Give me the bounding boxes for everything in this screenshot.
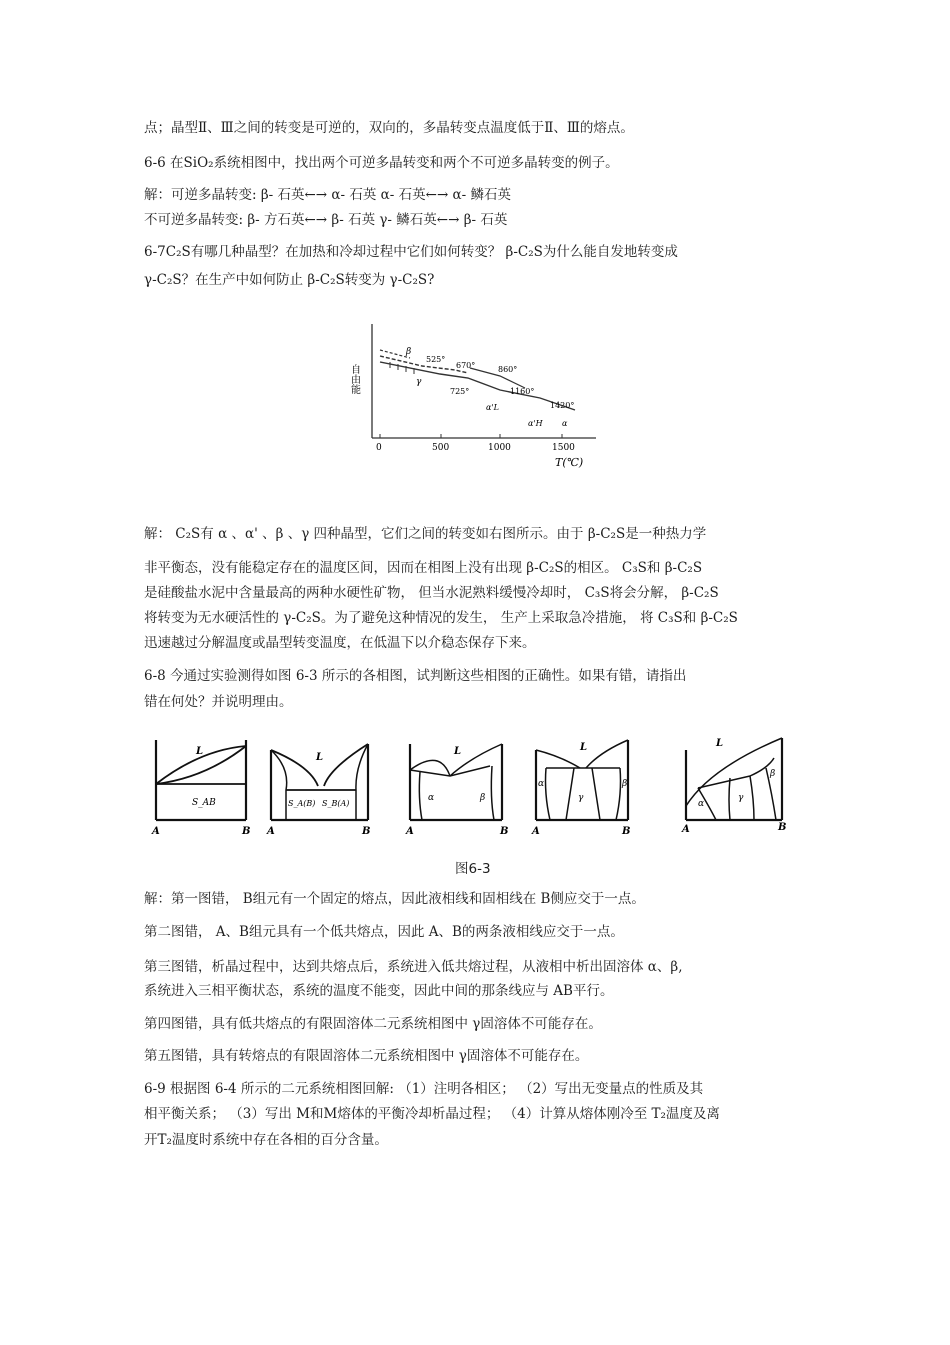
d3-label-L: L — [454, 746, 462, 757]
question-6-9: 6-9 根据图 6-4 所示的二元系统相图回解: （1）注明各相区； （2）写出无变量点的性质及其 — [144, 1081, 704, 1097]
d3-label-A: A — [406, 826, 414, 837]
diagram-3 — [405, 744, 508, 837]
d5-label-B: B — [778, 822, 787, 833]
d5-label-alpha: α — [698, 799, 705, 809]
tick-0: 0 — [376, 443, 382, 453]
x-axis-label: T(℃) — [555, 456, 584, 469]
d3-label-alpha: α — [428, 793, 435, 803]
diagram-2 — [266, 744, 370, 837]
d5-label-A: A — [682, 824, 690, 835]
d3-label-B: B — [500, 826, 509, 837]
answer-6-7-line2: 非平衡态，没有能稳定存在的温度区间，因而在相图上没有出现 β-C₂S的相区。 C₃S和 β-C₂S — [144, 560, 703, 576]
answer-6-8-fig5: 第五图错，具有转熔点的有限固溶体二元系统相图中 γ固溶体不可能存在。 — [144, 1048, 589, 1064]
answer-6-7-line1: 解： C₂S有 α 、α' 、β 、γ 四种晶型，它们之间的转变如右图所示。由于 β-C₂S是一种热力学 — [144, 526, 707, 542]
phase-alpha: α — [562, 419, 568, 428]
question-6-6: 6-6 在SiO₂系统相图中，找出两个可逆多晶转变和两个不可逆多晶转变的例子。 — [144, 155, 619, 171]
d4-label-L: L — [580, 742, 588, 753]
tick-500: 500 — [432, 443, 450, 453]
d2-label-A: A — [267, 826, 275, 837]
answer-6-7-line5: 迅速越过分解温度或晶型转变温度，在低温下以介稳态保存下来。 — [144, 635, 536, 651]
d5-label-gamma: γ — [738, 793, 744, 803]
figure-caption: 图6-3 — [455, 861, 491, 877]
answer-6-6-reversible: 解：可逆多晶转变: β- 石英←→ α- 石英 α- 石英←→ α- 鳞石英 — [144, 187, 512, 203]
figure-6-3 — [150, 728, 800, 838]
answer-6-8-fig4: 第四图错，具有低共熔点的有限固溶体二元系统相图中 γ固溶体不可能存在。 — [144, 1016, 602, 1032]
temp-670: 670° — [456, 361, 476, 370]
d1-label-S: S_AB — [192, 798, 216, 808]
temp-725: 725° — [450, 387, 470, 396]
d5-label-L: L — [716, 738, 724, 749]
temp-1160: 1160° — [510, 387, 535, 396]
d5-label-beta: β — [770, 769, 776, 779]
d2-label-B: B — [362, 826, 371, 837]
phase-gamma: γ — [416, 377, 422, 387]
temp-860: 860° — [498, 365, 518, 374]
answer-6-7-line4: 将转变为无水硬活性的 γ-C₂S。为了避免这种情况的发生， 生产上采取急冷措施， 将 C₃S和 β-C₂S — [144, 610, 738, 626]
phase-alpha-l: α'L — [486, 403, 499, 412]
temp-1420: 1420° — [550, 401, 575, 410]
d3-label-beta: β — [480, 793, 486, 803]
d4-label-gamma: γ — [578, 793, 584, 803]
phase-alpha-h: α'H — [528, 419, 543, 428]
d2-label-L: L — [316, 752, 324, 763]
question-6-7-cont: γ-C₂S？在生产中如何防止 β-C₂S转变为 γ-C₂S? — [144, 272, 435, 288]
temp-525: 525° — [426, 355, 446, 364]
d1-label-A: A — [152, 826, 160, 837]
c2s-free-energy-figure — [350, 318, 600, 478]
d1-label-B: B — [242, 826, 251, 837]
d4-label-beta: β — [622, 779, 628, 789]
answer-6-8-fig3-cont: 系统进入三相平衡状态，系统的温度不能变，因此中间的那条线应与 AB平行。 — [144, 983, 614, 999]
phase-beta: β — [406, 347, 412, 357]
d4-label-A: A — [532, 826, 540, 837]
question-6-9-cont2: 开T₂温度时系统中存在各相的百分含量。 — [144, 1132, 388, 1148]
diagram-1 — [151, 740, 250, 837]
answer-6-8-fig3: 第三图错，析晶过程中，达到共熔点后，系统进入低共熔过程，从液相中析出固溶体 α、β, — [144, 959, 683, 975]
tick-1000: 1000 — [488, 443, 511, 453]
diagram-5 — [681, 738, 786, 835]
question-6-8: 6-8 今通过实验测得如图 6-3 所示的各相图，试判断这些相图的正确性。如果有错，请指出 — [144, 668, 687, 684]
d4-label-alpha: α — [538, 779, 545, 789]
d1-label-L: L — [196, 746, 204, 757]
question-6-9-cont: 相平衡关系； （3）写出 M和M熔体的平衡冷却析晶过程； （4）计算从熔体刚冷至 T₂温度及离 — [144, 1106, 720, 1122]
answer-6-8-fig1: 解：第一图错， B组元有一个固定的熔点，因此液相线和固相线在 B侧应交于一点。 — [144, 891, 645, 907]
answer-6-7-line3: 是硅酸盐水泥中含量最高的两种水硬性矿物， 但当水泥熟料缓慢冷却时， C₃S将会分解， β-C₂S — [144, 585, 719, 601]
tick-1500: 1500 — [552, 443, 575, 453]
d4-label-B: B — [622, 826, 631, 837]
answer-6-6-irreversible: 不可逆多晶转变: β- 方石英←→ β- 石英 γ- 鳞石英←→ β- 石英 — [144, 212, 508, 228]
question-6-7: 6-7C₂S有哪几种晶型？在加热和冷却过程中它们如何转变？ β-C₂S为什么能自发地转变成 — [144, 244, 678, 260]
d2-label-S2: S_B(A) — [322, 799, 350, 808]
text-line: 点；晶型Ⅱ、Ⅲ之间的转变是可逆的，双向的，多晶转变点温度低于Ⅱ、Ⅲ的熔点。 — [144, 120, 634, 136]
answer-6-8-fig2: 第二图错， A、B组元具有一个低共熔点，因此 A、B的两条液相线应交于一点。 — [144, 924, 624, 940]
d2-label-S1: S_A(B) — [288, 799, 316, 808]
y-axis-label: 自由能 — [348, 364, 360, 394]
diagram-4 — [531, 740, 630, 837]
question-6-8-cont: 错在何处？并说明理由。 — [144, 694, 293, 710]
